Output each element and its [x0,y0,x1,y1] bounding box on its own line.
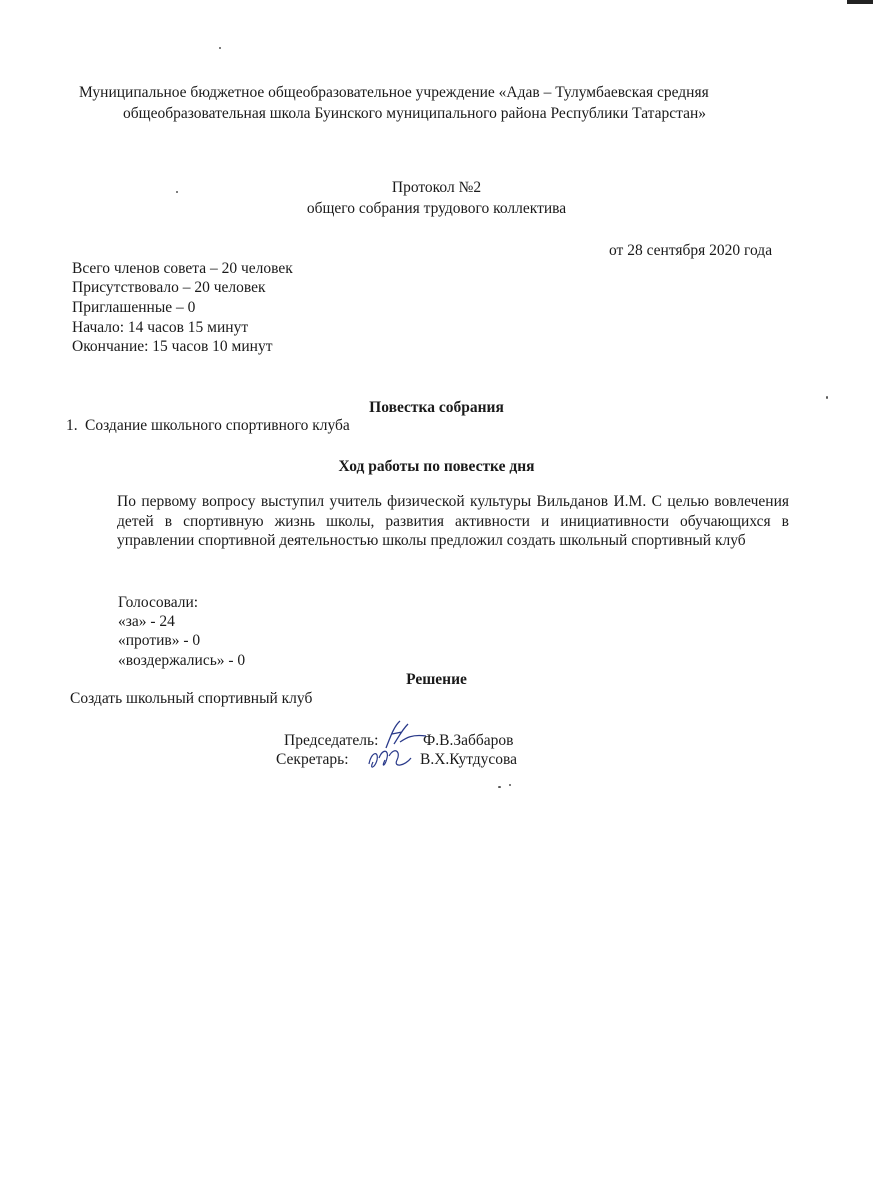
proceedings-heading: Ход работы по повестке дня [338,458,535,475]
vote-for: «за» - 24 [118,613,175,630]
attendance-present: Присутствовало – 20 человек [72,279,266,296]
secretary-signature-icon [365,744,415,776]
header-line-1: Муниципальное бюджетное общеобразовательное учреждение «Адав – Тулумбаевская средняя [79,84,709,101]
proceedings-paragraph [117,492,789,551]
chair-name: Ф.В.Заббаров [423,732,514,749]
attendance-total: Всего членов совета – 20 человек [72,260,293,277]
secretary-label: Секретарь: [276,751,349,768]
meeting-end: Окончание: 15 часов 10 минут [72,338,273,355]
scan-speck [219,47,221,49]
decision-heading: Решение [406,671,467,688]
proceedings-paragraph-text: По первому вопросу выступил учитель физической культуры Вильданов И.М. С целью вовлечения детей в спортивную жизнь школы, развития активности и инициативности обучающихся в управлении спортивной деятельностью школы предложил создать школьный спортивный клуб [117,493,789,549]
scan-speck [509,784,511,786]
protocol-subtitle: общего собрания трудового коллектива [306,200,567,217]
meeting-start: Начало: 14 часов 15 минут [72,319,249,336]
decision-text: Создать школьный спортивный клуб [70,690,313,707]
scan-speck [498,786,501,788]
chair-label: Председатель: [284,732,379,749]
vote-abstained: «воздержались» - 0 [118,652,246,669]
voting-label: Голосовали: [118,594,199,611]
secretary-name: В.Х.Кутдусова [420,751,518,768]
agenda-item-number: 1. [66,417,78,434]
agenda-heading: Повестка собрания [369,399,504,416]
scan-speck [826,396,828,399]
protocol-title: Протокол №2 [391,179,482,196]
attendance-invited: Приглашенные – 0 [72,299,196,316]
agenda-item-text: Создание школьного спортивного клуба [85,417,350,434]
protocol-date: от 28 сентября 2020 года [609,242,773,259]
scan-speck [176,191,178,193]
scan-edge-mark [847,0,873,4]
vote-against: «против» - 0 [118,632,201,649]
header-line-2: общеобразовательная школа Буинского муниципального района Республики Татарстан» [123,105,707,122]
